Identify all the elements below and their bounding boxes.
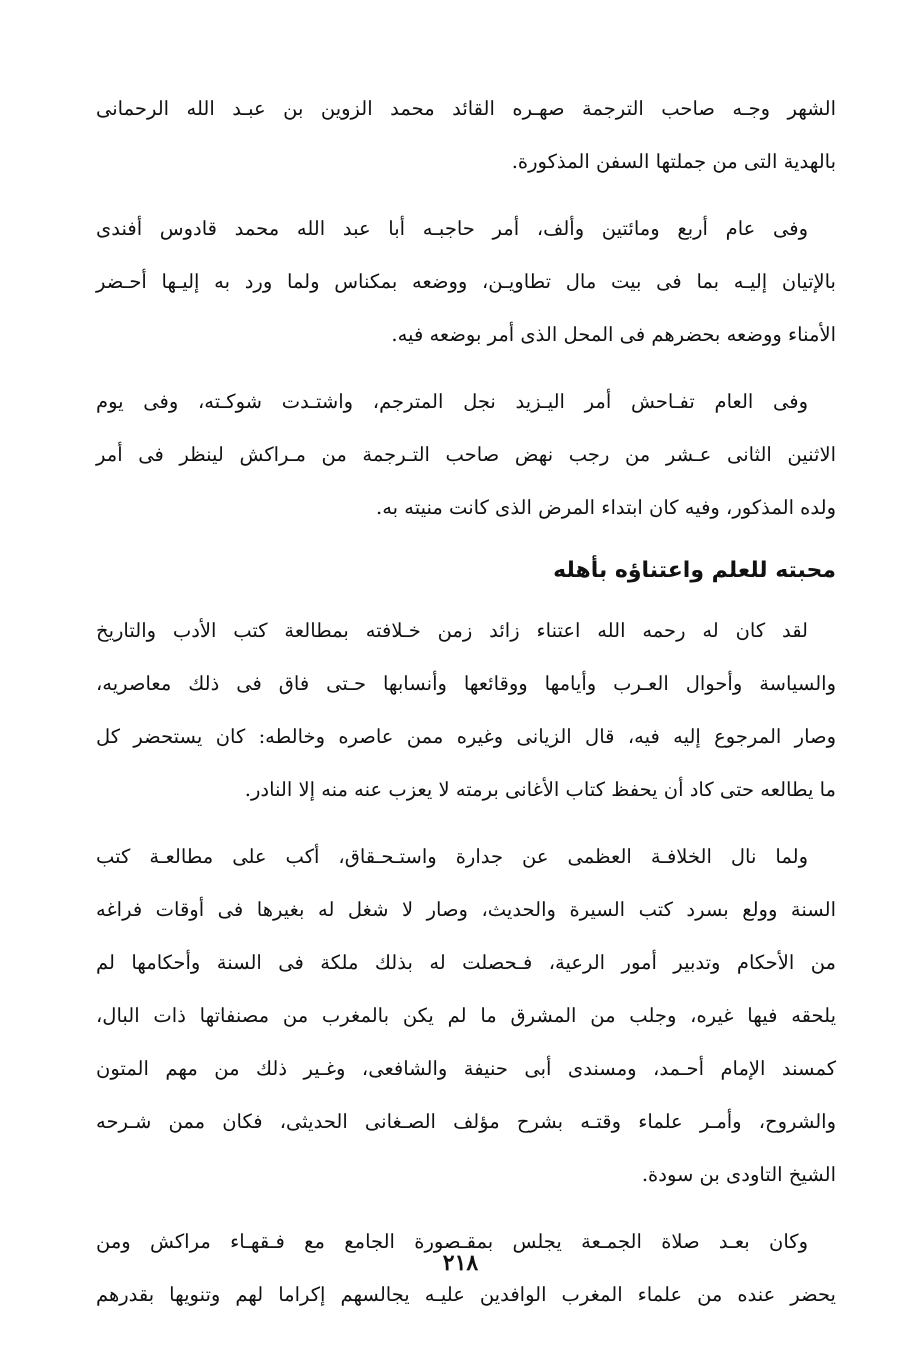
paragraph-1 bbox=[96, 82, 836, 188]
paragraph-2 bbox=[96, 202, 836, 361]
page-body bbox=[96, 82, 836, 1335]
text-line: والسياسة وأحوال العـرب وأيامها ووقائعها وأنسابها حـتى فاق فى ذلك معاصريه، bbox=[96, 672, 837, 695]
text-line: من الأحكام وتدبير أمور الرعية، فـحصلت له بذلك ملكة فى السنة وأحكامها لم bbox=[96, 951, 836, 974]
text-line: وصار المرجوع إليه فيه، قال الزيانى وغيره ممن عاصره وخالطه: كان يستحضر كل bbox=[96, 725, 836, 748]
paragraph-4 bbox=[96, 604, 836, 816]
text-line: السنة وولع بسرد كتب السيرة والحديث، وصار لا شغل له بغيرها فى أوقات فراغه bbox=[96, 898, 836, 921]
text-line: وفى عام أربع ومائتين وألف، أمر حاجبـه أبا عبد الله محمد قادوس أفندى bbox=[96, 217, 808, 240]
text-line: الشيخ التاودى بن سودة. bbox=[641, 1163, 836, 1186]
page-number: ٢١٨ bbox=[442, 1250, 479, 1276]
text-line: ولما نال الخلافـة العظمى عن جدارة واستـحـقاق، أكب على مطالعـة كتب bbox=[96, 845, 808, 868]
text-line: وفى العام تفـاحش أمر اليـزيد نجل المترجم، واشتـدت شوكـته، وفى يوم bbox=[96, 390, 808, 413]
text-line: الاثنين الثانى عـشر من رجب نهض صاحب التـرجمة من مـراكش لينظر فى أمر bbox=[96, 443, 836, 466]
text-line: بالإتيان إليـه بما فى بيت مال تطاويـن، ووضعه بمكناس ولما ورد به إليـها أحـضر bbox=[96, 270, 836, 293]
text-line: يحضر عنده من علماء المغرب الوافدين عليـه يجالسهم إكراما لهم وتنويها بقدرهم bbox=[96, 1283, 836, 1306]
text-line: وكان بعـد صلاة الجمـعة يجلس بمقـصورة الجامع مع فـقهـاء مراكش ومن bbox=[96, 1230, 808, 1253]
text-line: يلحقه فيها غيره، وجلب من المشرق ما لم يكن بالمغرب من مصنفاتها ذات البال، bbox=[96, 1004, 836, 1027]
text-line: ولده المذكور، وفيه كان ابتداء المرض الذى كانت منيته به. bbox=[376, 496, 836, 519]
text-line: والشروح، وأمـر علماء وقتـه بشرح مؤلف الصـغانى الحديثى، فكان ممن شـرحه bbox=[96, 1110, 836, 1133]
text-line: كمسند الإمام أحـمد، ومسندى أبى حنيفة والشافعى، وغـير ذلك من مهم المتون bbox=[96, 1057, 836, 1080]
paragraph-5 bbox=[96, 830, 836, 1201]
text-line: ما يطالعه حتى كاد أن يحفظ كتاب الأغانى برمته لا يعزب عنه منه إلا النادر. bbox=[244, 778, 836, 801]
text-line: بالهدية التى من جملتها السفن المذكورة. bbox=[511, 150, 836, 173]
text-line: الشهر وجـه صاحب الترجمة صهـره القائد محمد الزوين بن عبـد الله الرحمانى bbox=[96, 97, 836, 120]
section-heading: محبته للعلم واعتناؤه بأهله bbox=[553, 558, 836, 583]
text-line: لقد كان له رحمه الله اعتناء زائد زمن خـلافته بمطالعة كتب الأدب والتاريخ bbox=[96, 619, 808, 642]
paragraph-3 bbox=[96, 375, 836, 534]
text-line: الأمناء ووضعه بحضرهم فى المحل الذى أمر بوضعه فيه. bbox=[391, 323, 836, 346]
